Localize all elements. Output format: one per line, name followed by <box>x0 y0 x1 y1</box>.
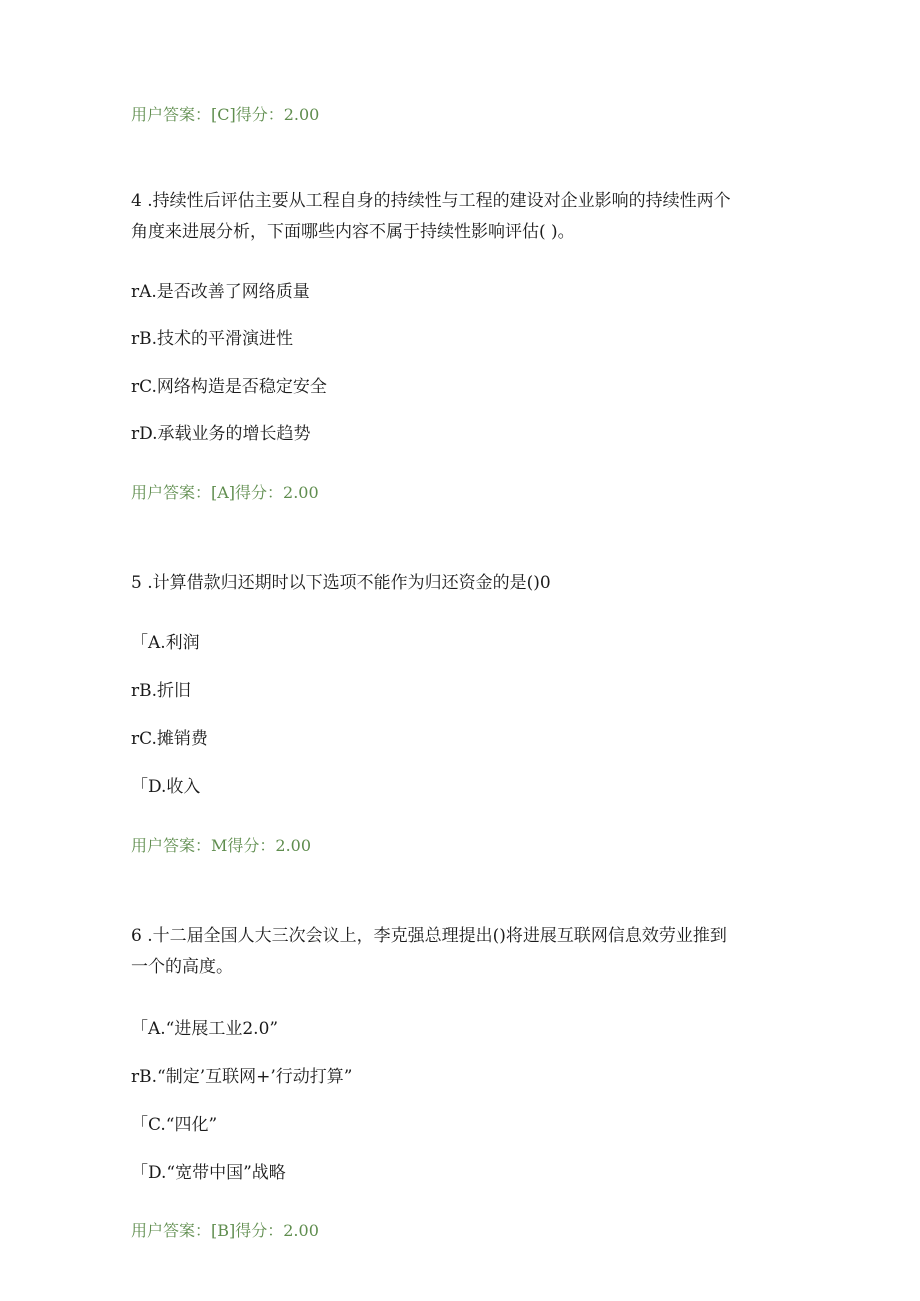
q6-text-line-2: 一个的高度。 <box>131 957 233 977</box>
q4-option-a[interactable]: rA.是否改善了网络质量 <box>131 282 310 302</box>
q6-option-a[interactable]: 「A.“进展工业2.0” <box>131 1019 279 1039</box>
q4-user-answer: 用户答案：[A]得分：2.00 <box>131 483 319 502</box>
q3-user-answer: 用户答案：[C]得分：2.00 <box>131 105 320 124</box>
q5-option-c[interactable]: rC.摊销费 <box>131 729 208 749</box>
q5-option-d[interactable]: 「D.收入 <box>131 777 201 797</box>
q4-text-line-1: 4 .持续性后评估主要从工程自身的持续性与工程的建设对企业影响的持续性两个 <box>131 191 731 211</box>
q6-text-line-1: 6 .十二届全国人大三次会议上，李克强总理提出()将进展互联网信息效劳业推到 <box>131 926 727 946</box>
q4-option-c[interactable]: rC.网络构造是否稳定安全 <box>131 377 327 397</box>
q6-user-answer: 用户答案：[B]得分：2.00 <box>131 1221 319 1240</box>
q4-option-d[interactable]: rD.承载业务的增长趋势 <box>131 424 311 444</box>
q6-option-d[interactable]: 「D.“宽带中国”战略 <box>131 1163 286 1183</box>
q5-text-line-1: 5 .计算借款归还期时以下选项不能作为归还资金的是()0 <box>131 573 551 593</box>
q6-option-b[interactable]: rB.“制定’互联网+’行动打算” <box>131 1067 353 1087</box>
q4-text-line-2: 角度来进展分析，下面哪些内容不属于持续性影响评估( )。 <box>131 222 575 242</box>
q5-option-b[interactable]: rB.折旧 <box>131 681 192 701</box>
q5-option-a[interactable]: 「A.利润 <box>131 633 200 653</box>
q4-option-b[interactable]: rB.技术的平滑演进性 <box>131 329 294 349</box>
q6-option-c[interactable]: 「C.“四化” <box>131 1115 218 1135</box>
q5-user-answer: 用户答案：M得分：2.00 <box>131 836 312 855</box>
